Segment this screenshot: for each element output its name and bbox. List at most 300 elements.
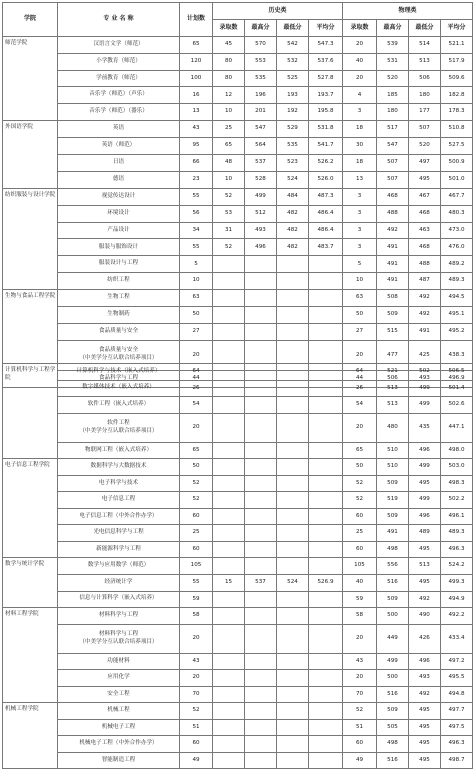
table-row — [3, 703, 473, 720]
plan-cell: 10 — [180, 273, 213, 290]
physics-cell: 497.5 — [441, 719, 473, 736]
major-cell: 学前教育（师范） — [58, 70, 180, 87]
major-cell: 英语（师范） — [58, 138, 180, 155]
table-row — [3, 222, 473, 239]
plan-cell: 5 — [180, 256, 213, 273]
physics-cell: 490 — [409, 608, 441, 625]
history-cell: 541.7 — [309, 138, 343, 155]
college-cell: 外国语学院 — [3, 121, 58, 189]
table-row — [3, 307, 473, 324]
history-cell — [309, 670, 343, 687]
history-cell: 31 — [213, 222, 245, 239]
major-cell: 生物工程 — [58, 290, 180, 307]
history-cell — [277, 752, 309, 769]
table-row — [3, 608, 473, 625]
physics-cell: 65 — [343, 442, 377, 459]
physics-cell: 105 — [343, 558, 377, 575]
major-cell: 数学与应用数学（师范） — [58, 558, 180, 575]
table-row — [3, 719, 473, 736]
physics-cell: 499 — [409, 459, 441, 476]
physics-cell: 492 — [377, 222, 409, 239]
major-cell: 机械电子工程 — [58, 719, 180, 736]
physics-cell: 513 — [377, 380, 409, 397]
history-cell — [245, 558, 277, 575]
major-cell: 材料科学与工程 （中美学分互认联合培养项目） — [58, 624, 180, 653]
history-cell: 535 — [245, 70, 277, 87]
history-cell: 528 — [245, 171, 277, 188]
physics-cell: 20 — [343, 36, 377, 53]
table-row — [3, 323, 473, 340]
physics-cell: 496 — [409, 653, 441, 670]
major-cell: 纺织工程 — [58, 273, 180, 290]
history-cell: 483.7 — [309, 239, 343, 256]
history-cell: 482 — [277, 239, 309, 256]
major-cell: 信息与计算科学（嵌入式培养） — [58, 591, 180, 608]
history-cell — [213, 442, 245, 459]
history-cell — [309, 459, 343, 476]
history-cell — [213, 670, 245, 687]
table-row — [3, 475, 473, 492]
physics-cell: 495 — [409, 703, 441, 720]
history-cell: 493 — [245, 222, 277, 239]
physics-cell: 507 — [409, 121, 441, 138]
college-cell: 师范学院 — [3, 36, 58, 120]
plan-cell: 56 — [180, 205, 213, 222]
physics-cell: 26 — [343, 380, 377, 397]
physics-cell: 3 — [343, 188, 377, 205]
major-cell: 环境设计 — [58, 205, 180, 222]
history-cell — [245, 686, 277, 703]
history-cell — [213, 413, 245, 442]
physics-cell: 40 — [343, 575, 377, 592]
history-cell — [277, 397, 309, 414]
physics-cell: 502.6 — [441, 397, 473, 414]
physics-cell: 58 — [343, 608, 377, 625]
history-cell — [213, 719, 245, 736]
physics-cell: 496.1 — [441, 508, 473, 525]
plan-cell: 25 — [180, 525, 213, 542]
plan-cell: 55 — [180, 575, 213, 592]
table-row — [3, 736, 473, 753]
physics-cell: 492 — [409, 686, 441, 703]
table-row — [3, 525, 473, 542]
physics-cell: 506 — [409, 70, 441, 87]
physics-cell: 495 — [409, 541, 441, 558]
physics-cell: 49 — [343, 752, 377, 769]
physics-cell: 516 — [377, 686, 409, 703]
header-sub: 最低分 — [277, 19, 309, 36]
history-cell: 487.3 — [309, 188, 343, 205]
history-cell: 527.8 — [309, 70, 343, 87]
major-cell: 应用化学 — [58, 670, 180, 687]
history-cell — [277, 475, 309, 492]
history-cell: 65 — [213, 138, 245, 155]
physics-cell: 498 — [377, 541, 409, 558]
history-cell: 535 — [277, 138, 309, 155]
history-cell — [245, 670, 277, 687]
physics-cell: 510 — [377, 459, 409, 476]
physics-cell: 495 — [409, 575, 441, 592]
physics-cell: 438.3 — [441, 340, 473, 370]
header-sub: 最低分 — [409, 19, 441, 36]
history-cell — [277, 686, 309, 703]
major-cell: 计算机科学与技术（嵌入式培养） — [58, 364, 180, 381]
history-cell — [213, 686, 245, 703]
physics-cell: 494.5 — [441, 290, 473, 307]
physics-cell: 506 — [377, 370, 409, 387]
physics-cell: 497.7 — [441, 703, 473, 720]
physics-cell: 496.3 — [441, 736, 473, 753]
plan-cell: 50 — [180, 307, 213, 324]
history-cell — [213, 492, 245, 509]
history-cell — [213, 380, 245, 397]
major-cell: 数据科学与大数据技术 — [58, 459, 180, 476]
physics-cell: 63 — [343, 290, 377, 307]
major-cell: 物联网工程（嵌入式培养） — [58, 442, 180, 459]
history-cell: 193.7 — [309, 87, 343, 104]
physics-cell: 480.3 — [441, 205, 473, 222]
physics-cell: 509 — [377, 475, 409, 492]
physics-cell: 507 — [377, 171, 409, 188]
table-row — [3, 752, 473, 769]
header-sub: 录取数 — [213, 19, 245, 36]
history-cell — [277, 256, 309, 273]
physics-cell: 510.8 — [441, 121, 473, 138]
history-cell — [245, 290, 277, 307]
physics-cell: 492 — [409, 307, 441, 324]
physics-cell: 50 — [343, 307, 377, 324]
physics-cell: 20 — [343, 670, 377, 687]
major-cell: 汉语言文学（师范） — [58, 36, 180, 53]
history-cell: 523 — [277, 155, 309, 172]
table-row — [3, 541, 473, 558]
history-cell — [245, 442, 277, 459]
physics-cell: 467.7 — [441, 188, 473, 205]
physics-cell: 60 — [343, 541, 377, 558]
physics-cell: 502 — [409, 364, 441, 381]
physics-cell: 516 — [377, 575, 409, 592]
history-cell — [213, 558, 245, 575]
history-cell — [213, 752, 245, 769]
history-cell: 192 — [277, 104, 309, 121]
physics-cell: 491 — [409, 323, 441, 340]
history-cell: 526.0 — [309, 171, 343, 188]
table-row — [3, 205, 473, 222]
physics-cell: 531 — [377, 53, 409, 70]
major-cell: 食品质量与安全 （中美学分互认联合培养项目） — [58, 340, 180, 370]
history-cell — [245, 719, 277, 736]
physics-cell: 489 — [409, 525, 441, 542]
history-cell — [277, 670, 309, 687]
history-cell: 195.8 — [309, 104, 343, 121]
major-cell: 光电信息科学与工程 — [58, 525, 180, 542]
history-cell — [213, 364, 245, 381]
major-cell: 音乐学（师范）（声乐） — [58, 87, 180, 104]
history-cell — [277, 703, 309, 720]
history-cell: 25 — [213, 121, 245, 138]
history-cell — [277, 608, 309, 625]
history-cell: 553 — [245, 53, 277, 70]
physics-cell: 18 — [343, 121, 377, 138]
physics-cell: 495 — [409, 171, 441, 188]
history-cell: 526.2 — [309, 155, 343, 172]
table-row — [3, 364, 473, 381]
physics-cell: 506.5 — [441, 364, 473, 381]
history-cell — [213, 591, 245, 608]
history-cell — [309, 380, 343, 397]
major-cell: 材料科学与工程 — [58, 608, 180, 625]
history-cell — [277, 273, 309, 290]
physics-cell: 496 — [409, 508, 441, 525]
history-cell — [213, 624, 245, 653]
history-cell: 537 — [245, 575, 277, 592]
table-row — [3, 380, 473, 397]
physics-cell: 496 — [409, 442, 441, 459]
history-cell — [213, 397, 245, 414]
history-cell — [309, 475, 343, 492]
table-row — [3, 575, 473, 592]
history-cell — [277, 364, 309, 381]
header-college: 学院 — [3, 3, 58, 37]
physics-cell: 480 — [377, 413, 409, 442]
table-row — [3, 508, 473, 525]
history-cell — [277, 719, 309, 736]
history-cell — [245, 653, 277, 670]
physics-cell: 527.5 — [441, 138, 473, 155]
physics-cell: 510 — [377, 442, 409, 459]
physics-cell: 3 — [343, 104, 377, 121]
history-cell: 10 — [213, 104, 245, 121]
plan-cell: 55 — [180, 188, 213, 205]
major-cell: 食品科学与工程 — [58, 370, 180, 387]
major-cell: 德语 — [58, 171, 180, 188]
physics-cell: 425 — [409, 340, 441, 370]
physics-cell: 501.4 — [441, 380, 473, 397]
physics-cell: 509 — [377, 591, 409, 608]
history-cell — [309, 413, 343, 442]
history-cell — [309, 508, 343, 525]
history-cell — [245, 541, 277, 558]
history-cell — [245, 413, 277, 442]
history-cell — [309, 719, 343, 736]
physics-cell: 13 — [343, 171, 377, 188]
plan-cell: 44 — [180, 370, 213, 387]
physics-cell: 4 — [343, 87, 377, 104]
history-cell: 486.4 — [309, 222, 343, 239]
history-cell — [213, 653, 245, 670]
college-cell: 电子信息工程学院 — [3, 459, 58, 558]
plan-cell: 20 — [180, 340, 213, 370]
physics-cell: 498.3 — [441, 475, 473, 492]
physics-cell: 488 — [409, 256, 441, 273]
physics-cell: 60 — [343, 508, 377, 525]
history-cell: 482 — [277, 222, 309, 239]
history-cell: 80 — [213, 70, 245, 87]
physics-cell: 51 — [343, 719, 377, 736]
history-cell — [309, 752, 343, 769]
physics-cell: 501.0 — [441, 171, 473, 188]
physics-cell: 50 — [343, 459, 377, 476]
history-cell — [309, 608, 343, 625]
history-cell — [245, 256, 277, 273]
plan-cell: 52 — [180, 492, 213, 509]
header-major: 专 业 名 称 — [58, 3, 180, 37]
history-cell: 196 — [245, 87, 277, 104]
physics-cell: 519 — [377, 492, 409, 509]
history-cell: 12 — [213, 87, 245, 104]
history-cell: 52 — [213, 188, 245, 205]
table-row — [3, 290, 473, 307]
admission-table-bottom — [2, 363, 473, 769]
history-cell — [309, 256, 343, 273]
physics-cell: 477 — [377, 340, 409, 370]
physics-cell: 180 — [409, 87, 441, 104]
history-cell: 80 — [213, 53, 245, 70]
physics-cell: 476.0 — [441, 239, 473, 256]
history-cell: 52 — [213, 239, 245, 256]
physics-cell: 509 — [377, 508, 409, 525]
table-row — [3, 70, 473, 87]
table-row — [3, 53, 473, 70]
history-cell — [245, 508, 277, 525]
history-cell — [213, 273, 245, 290]
physics-cell: 3 — [343, 239, 377, 256]
major-cell: 电子信息工程 — [58, 492, 180, 509]
physics-cell: 517 — [377, 121, 409, 138]
history-cell — [309, 364, 343, 381]
physics-cell: 468 — [377, 188, 409, 205]
physics-cell: 463 — [409, 222, 441, 239]
table-row — [3, 239, 473, 256]
history-cell — [309, 492, 343, 509]
physics-cell: 508 — [377, 290, 409, 307]
major-cell: 视觉传达设计 — [58, 188, 180, 205]
physics-cell: 521 — [377, 364, 409, 381]
physics-cell: 547 — [377, 138, 409, 155]
plan-cell: 105 — [180, 558, 213, 575]
history-cell — [245, 624, 277, 653]
admission-table-top — [2, 2, 473, 388]
plan-cell: 66 — [180, 155, 213, 172]
history-cell: 45 — [213, 36, 245, 53]
physics-cell: 515 — [377, 323, 409, 340]
physics-cell: 499 — [377, 653, 409, 670]
history-cell — [309, 442, 343, 459]
physics-cell: 492 — [409, 290, 441, 307]
plan-cell: 64 — [180, 364, 213, 381]
physics-cell: 509.6 — [441, 70, 473, 87]
header-sub: 最高分 — [245, 19, 277, 36]
physics-cell: 489.3 — [441, 273, 473, 290]
physics-cell: 513 — [409, 53, 441, 70]
physics-cell: 497 — [409, 155, 441, 172]
table-row — [3, 413, 473, 442]
physics-cell: 498 — [377, 736, 409, 753]
college-cell: 机械工程学院 — [3, 703, 58, 769]
physics-cell: 491 — [377, 256, 409, 273]
physics-cell: 492.2 — [441, 608, 473, 625]
history-cell — [309, 686, 343, 703]
table-row — [3, 87, 473, 104]
physics-cell: 509 — [377, 307, 409, 324]
table-row — [3, 138, 473, 155]
physics-cell: 489.3 — [441, 525, 473, 542]
history-cell — [245, 364, 277, 381]
history-cell — [213, 703, 245, 720]
header-plan: 计划数 — [180, 3, 213, 37]
college-cell: 生物与食品工程学院 — [3, 290, 58, 388]
physics-cell: 18 — [343, 155, 377, 172]
history-cell — [245, 525, 277, 542]
table-row — [3, 492, 473, 509]
table-row — [3, 256, 473, 273]
history-cell: 193 — [277, 87, 309, 104]
history-cell — [309, 273, 343, 290]
history-cell — [277, 307, 309, 324]
plan-cell: 58 — [180, 608, 213, 625]
major-cell: 电子科学与技术 — [58, 475, 180, 492]
major-cell: 音乐学（师范）（器乐） — [58, 104, 180, 121]
plan-cell: 43 — [180, 121, 213, 138]
history-cell — [309, 323, 343, 340]
major-cell: 食品质量与安全 — [58, 323, 180, 340]
major-cell: 小学教育（师范） — [58, 53, 180, 70]
physics-cell: 491 — [377, 273, 409, 290]
history-cell — [277, 508, 309, 525]
physics-cell: 10 — [343, 273, 377, 290]
history-cell: 537.6 — [309, 53, 343, 70]
physics-cell: 185 — [377, 87, 409, 104]
physics-cell: 495 — [409, 752, 441, 769]
physics-cell: 468 — [409, 205, 441, 222]
physics-cell: 44 — [343, 370, 377, 387]
physics-cell: 52 — [343, 492, 377, 509]
physics-cell: 499 — [409, 380, 441, 397]
physics-cell: 491 — [377, 525, 409, 542]
history-cell — [277, 591, 309, 608]
physics-cell: 27 — [343, 323, 377, 340]
plan-cell: 49 — [180, 752, 213, 769]
physics-cell: 497.2 — [441, 653, 473, 670]
physics-cell: 492 — [409, 591, 441, 608]
major-cell: 软件工程（嵌入式培养） — [58, 397, 180, 414]
history-cell — [309, 541, 343, 558]
physics-cell: 433.4 — [441, 624, 473, 653]
physics-cell: 182.8 — [441, 87, 473, 104]
history-cell — [277, 525, 309, 542]
header-sub: 最高分 — [377, 19, 409, 36]
history-cell — [245, 397, 277, 414]
header-physics: 物理类 — [343, 3, 473, 20]
plan-cell: 60 — [180, 508, 213, 525]
physics-cell: 473.0 — [441, 222, 473, 239]
physics-cell: 539 — [377, 36, 409, 53]
physics-cell: 487 — [409, 273, 441, 290]
table-row — [3, 273, 473, 290]
physics-cell: 516 — [377, 752, 409, 769]
history-cell — [277, 558, 309, 575]
college-cell: 数学与统计学院 — [3, 558, 58, 608]
plan-cell: 26 — [180, 380, 213, 397]
physics-cell: 498.7 — [441, 752, 473, 769]
history-cell — [309, 703, 343, 720]
plan-cell: 65 — [180, 442, 213, 459]
major-cell: 安全工程 — [58, 686, 180, 703]
physics-cell: 498.0 — [441, 442, 473, 459]
physics-cell: 495 — [409, 475, 441, 492]
major-cell: 服装设计与工程 — [58, 256, 180, 273]
history-cell — [245, 459, 277, 476]
